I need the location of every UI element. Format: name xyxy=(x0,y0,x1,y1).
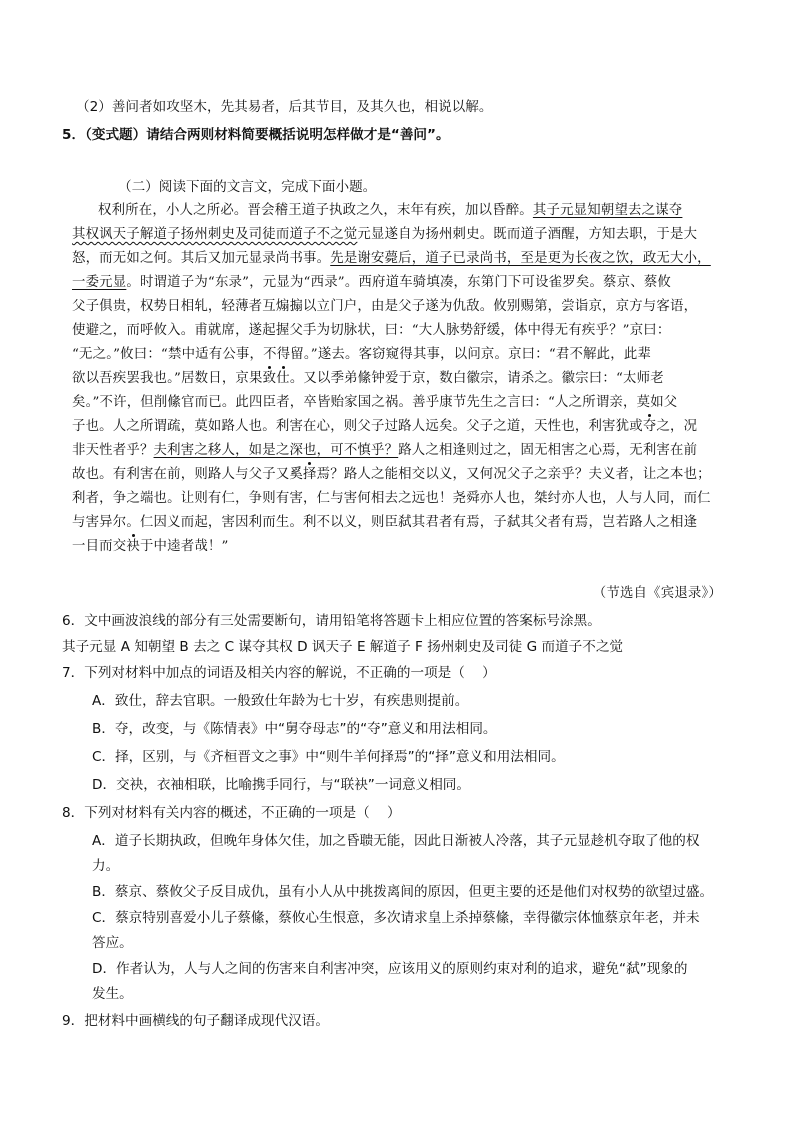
passage-line: “无之。”攸曰：“禁中适有公事，不得留。”遂去。客窃窥得其事，以问京。京曰：“君不解此，此辈 xyxy=(72,347,652,362)
passage-line xyxy=(72,442,697,460)
passage-line: 与害异尔。仁因义而起，害因利而生。利不以义，则臣弑其君者有焉，子弑其父者有焉，岂若路人之相逢 xyxy=(72,515,698,530)
passage-underlined: 夫利害之移人，如是之深也，可不慎乎？ xyxy=(153,443,399,458)
passage-line: 使避之，而呼攸入。甫就席，遂起握父手为切脉状，曰：“大人脉势舒缓，体中得无有疾乎？”京曰： xyxy=(72,323,671,338)
question-8-option-d-cont: 发生。 xyxy=(92,986,133,1002)
passage-underlined-wavy: 其权讽天子解道子扬州刺史及司徒而道子不之觉 xyxy=(72,227,358,242)
question-5: 5．（变式题）请结合两则材料简要概括说明怎样做才是“善问”。 xyxy=(62,127,450,143)
passage-line xyxy=(72,538,229,556)
passage-text: 之，况 xyxy=(656,419,698,434)
passage-text: 非天性者乎？ xyxy=(72,443,154,458)
passage-line xyxy=(72,274,671,292)
question-7: 7．下列对材料中加点的词语及相关内容的解说，不正确的一项是（ ） xyxy=(62,665,496,681)
question-9: 9．把材料中画横线的句子翻译成现代汉语。 xyxy=(62,1013,329,1029)
passage-text: 于中逵者哉！” xyxy=(139,539,229,554)
passage-line: 矣。”不许，但削絛官而已。此四臣者，卒皆贻家国之祸。善乎康节先生之言曰：“人之所谓亲，莫如父 xyxy=(72,395,678,410)
passage-line: 父子俱贵，权势日相轧，轻薄者互煽搧以立门户，由是父子遂为仇敌。攸别赐第，尝诣京，京方与客语， xyxy=(72,299,698,314)
passage-line: 利者，争之端也。让则有仁，争则有害，仁与害何相去之远也！尧舜亦人也，桀纣亦人也，人与人同，而仁 xyxy=(72,491,711,506)
passage-text: 元显遂自为扬州刺史。既而道子酒醒，方知去职，于是大 xyxy=(357,227,698,242)
question-7-option-b: B．夺，改变，与《陈情表》中“舅夺母志”的“夺”意义和用法相同。 xyxy=(92,721,497,737)
question-8-option-b: B．蔡京、蔡攸父子反目成仇，虽有小人从中挑拨离间的原因，但更主要的还是他们对权势的欲望过盛。 xyxy=(92,884,714,900)
question-8: 8．下列对材料有关内容的概述，不正确的一项是（ ） xyxy=(62,805,401,821)
question-6-options: 其子元显 A 知朝望 B 去之 C 谋夺其权 D 讽天子 E 解道子 F 扬州刺史及司徒 G 而道子不之觉 xyxy=(62,639,624,655)
section-2-intro: （二）阅读下面的文言文，完成下面小题。 xyxy=(118,179,377,195)
dotted-char: 袂 xyxy=(126,539,140,554)
passage-source: （节选自《宾退录》） xyxy=(592,586,722,601)
passage-text: 。时谓道子为“东录”，元显为“西录”。西府道车骑填凑，东第门下可设雀罗矣。蔡京、蔡攸 xyxy=(126,275,671,290)
passage-text: 怒，而无如之何。其后又加元显录尚书事。 xyxy=(72,251,331,266)
passage-text: 子也。人之所谓疏，莫如路人也。利害在心，则父子过路人远矣。父子之道，天性也，利害犹或 xyxy=(72,419,643,434)
passage-line xyxy=(72,370,664,388)
passage-line xyxy=(72,418,697,436)
passage-line xyxy=(72,466,711,484)
question-8-option-a-cont: 力。 xyxy=(92,858,120,874)
passage-text: 欲以吾疾罢我也。”居数日，京果 xyxy=(72,371,263,386)
material-2-line: （2）善问者如攻坚木，先其易者，后其节目，及其久也，相说以解。 xyxy=(76,99,493,115)
dotted-char: 夺 xyxy=(642,419,657,434)
question-8-option-c: C．蔡京特别喜爱小儿子蔡絛，蔡攸心生恨意，多次请求皇上杀掉蔡絛，幸得徽宗体恤蔡京年老，并未 xyxy=(92,910,700,926)
dotted-char: 致 xyxy=(262,371,277,386)
question-7-option-d: D．交袂，衣袖相联，比喻携手同行，与“联袂”一词意义相同。 xyxy=(92,777,470,793)
passage-text: 权利所在，小人之所必。晋会稽王道子执政之久，末年有疾，加以昏醉。 xyxy=(98,203,533,218)
passage-underlined: 一委元显 xyxy=(72,275,127,290)
passage-underlined: 先是谢安薨后，道子已录尚书，至是更为长夜之饮，政无大小， xyxy=(330,251,711,266)
passage-underlined-wavy: 其子元显知朝望去之谋夺 xyxy=(532,203,683,218)
passage-text: 。又以季弟絛钟爱于京，数白徽宗，请杀之。徽宗曰：“太师老 xyxy=(289,371,664,386)
passage-text: 故也。有利害在前，则路人与父子又奚 xyxy=(72,467,304,482)
passage-line xyxy=(72,226,697,244)
passage-text: 路人之相逢则过之，固无相害之心焉，无利害在前 xyxy=(398,443,698,458)
question-6: 6．文中画波浪线的部分有三处需要断句，请用铅笔将答题卡上相应位置的答案标号涂黑。 xyxy=(62,613,601,629)
passage-text: 焉？路人之能相交以义，又何况父子之亲乎？夫义者，让之本也； xyxy=(316,467,711,482)
question-7-option-a: A．致仕，辞去官职。一般致仕年龄为七十岁，有疾患则提前。 xyxy=(92,693,469,709)
question-8-option-c-cont: 答应。 xyxy=(92,935,133,951)
passage-line xyxy=(72,250,711,268)
question-8-option-d: D．作者认为，人与人之间的伤害来自利害冲突，应该用义的原则约束对利的追求，避免“弑”现象的 xyxy=(92,961,688,977)
dotted-char: 择 xyxy=(303,467,317,482)
question-7-option-c: C．择，区别，与《齐桓晋文之事》中“则牛羊何择焉”的“择”意义和用法相同。 xyxy=(92,749,565,765)
question-8-option-a: A．道子长期执政，但晚年身体欠佳，加之昏聩无能，因此日渐被人冷落，其子元显趁机夺取了他的权 xyxy=(92,833,700,849)
passage-line xyxy=(98,202,682,220)
dotted-char: 仕 xyxy=(276,371,290,386)
passage-text: 一目而交 xyxy=(72,539,127,554)
